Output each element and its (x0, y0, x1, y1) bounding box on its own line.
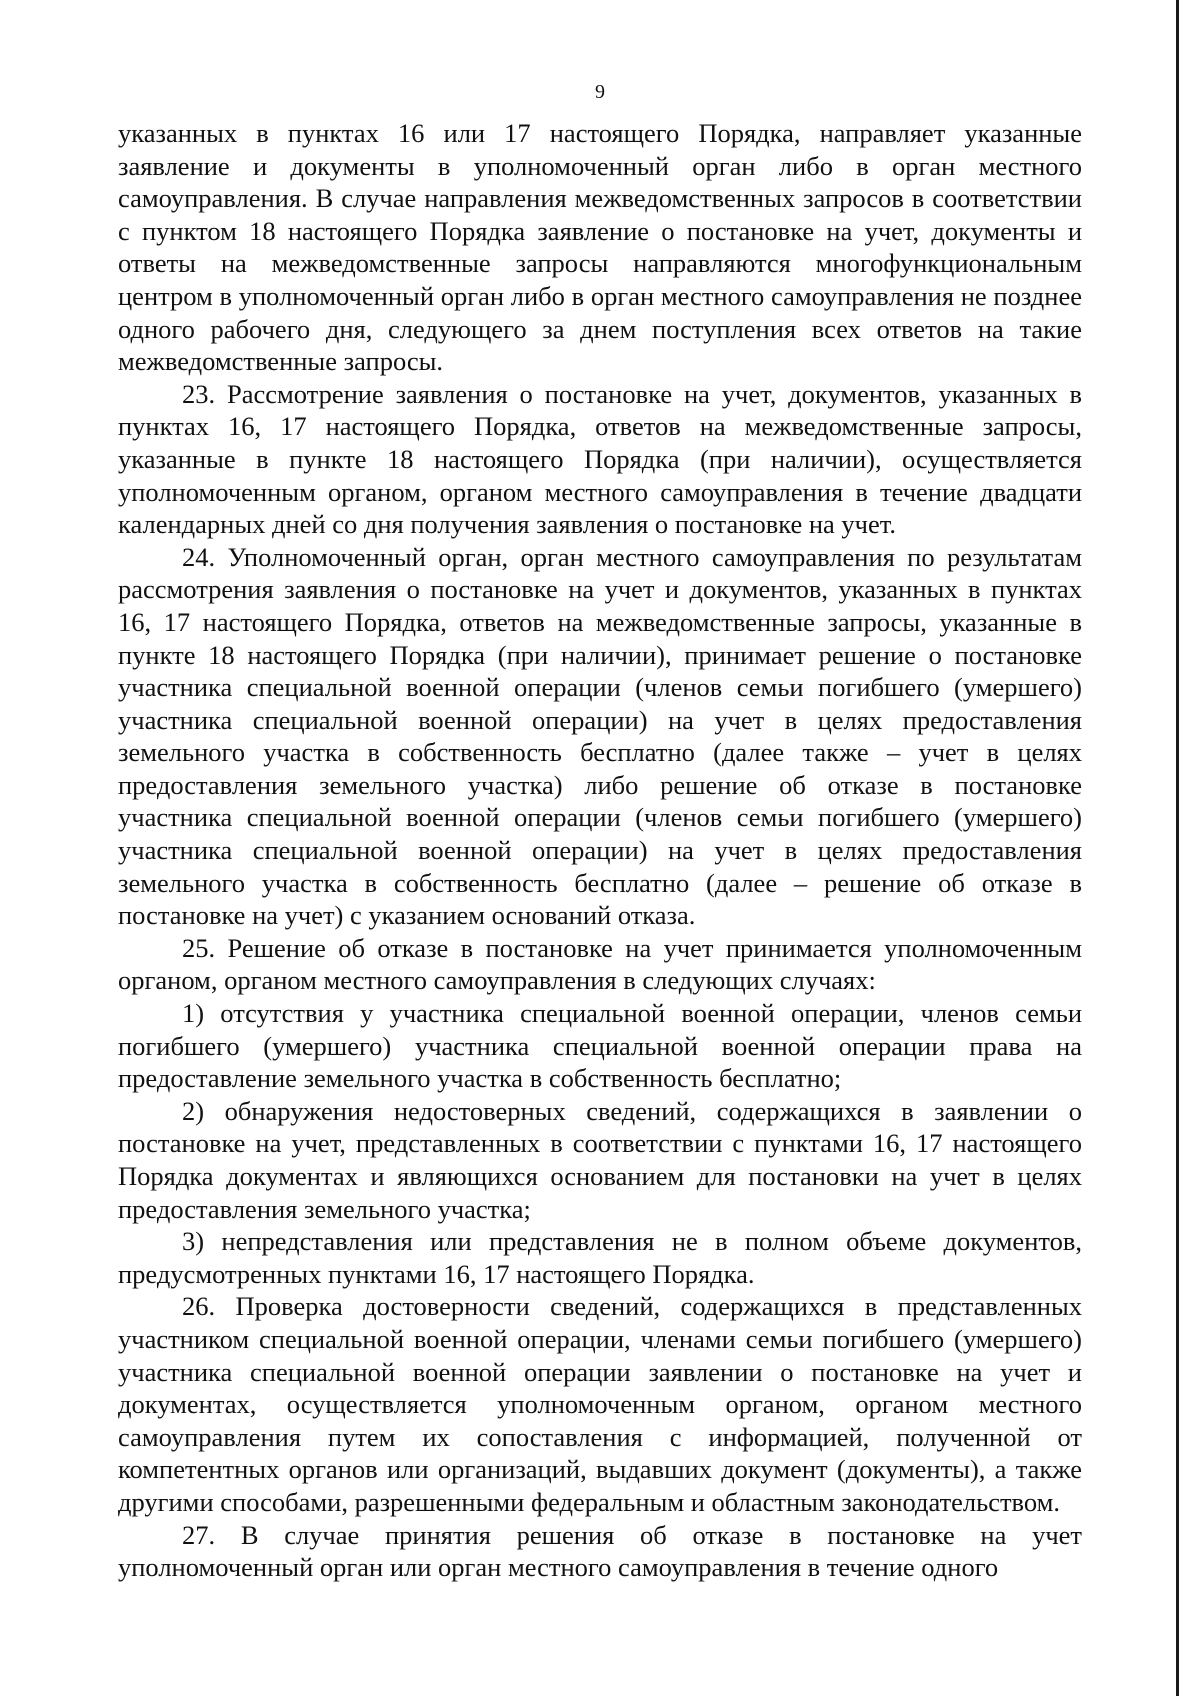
paragraph-25-item-1: 1) отсутствия у участника специальной военной операции, членов семьи погибшего (умершего) участника специальной военной операции права на предоставление земельного участка в собственность бесплатно; (118, 998, 1082, 1094)
paragraph-26: 26. Проверка достоверности сведений, содержащихся в представленных участником специальной военной операции, членами семьи погибшего (умершего) участника специальной военной операции заявлении о постановке на учет и документах, осуществляется уполномоченным органом, органом местного самоуправления путем их сопоставления с информацией, полученной от компетентных органов или организаций, выдавших документ (документы), а также другими способами, разрешенными федеральным и областным законодательством. (118, 1291, 1082, 1517)
paragraph-27: 27. В случае принятия решения об отказе в постановке на учет уполномоченный орган или орган местного самоуправления в течение одного (118, 1519, 1082, 1583)
paragraph-24: 24. Уполномоченный орган, орган местного самоуправления по результатам рассмотрения заявления о постановке на учет и документов, указанных в пунктах 16, 17 настоящего Порядка, ответов на межведомственные запросы, указанные в пункте 18 настоящего Порядка (при наличии), принимает решение о постановке участника специальной военной операции (членов семьи погибшего (умершего) участника специальной военной операции) на учет в целях предоставления земельного участка в собственность бесплатно (далее также – учет в целях предоставления земельного участка) либо решение об отказе в постановке участника специальной военной операции (членов семьи погибшего (умершего) участника специальной военной операции) на учет в целях предоставления земельного участка в собственность бесплатно (далее – решение об отказе в постановке на учет) с указанием оснований отказа. (118, 541, 1082, 931)
scan-edge-line (1176, 0, 1179, 1696)
paragraph-25: 25. Решение об отказе в постановке на учет принимается уполномоченным органом, органом местного самоуправления в следующих случаях: (118, 932, 1082, 996)
paragraph-continuation: указанных в пунктах 16 или 17 настоящего Порядка, направляет указанные заявление и документы в уполномоченный орган либо в орган местного самоуправления. В случае направления межведомственных запросов в соответствии с пунктом 18 настоящего Порядка заявление о постановке на учет, документы и ответы на межведомственные запросы направляются многофункциональным центром в уполномоченный орган либо в орган местного самоуправления не позднее одного рабочего дня, следующего за днем поступления всех ответов на такие межведомственные запросы. (118, 118, 1082, 377)
paragraph-25-item-3: 3) непредставления или представления не в полном объеме документов, предусмотренных пунктами 16, 17 настоящего Порядка. (118, 1226, 1082, 1289)
paragraph-23: 23. Рассмотрение заявления о постановке на учет, документов, указанных в пунктах 16, 17 настоящего Порядка, ответов на межведомственные запросы, указанные в пункте 18 настоящего Порядка (при наличии), осуществляется уполномоченным органом, органом местного самоуправления в течение двадцати календарных дней со дня получения заявления о постановке на учет. (118, 378, 1082, 540)
page-number: 9 (595, 81, 605, 103)
paragraph-25-item-2: 2) обнаружения недостоверных сведений, содержащихся в заявлении о постановке на учет, представленных в соответствии с пунктами 16, 17 настоящего Порядка документах и являющихся основанием для постановки на учет в целях предоставления земельного участка; (118, 1095, 1082, 1224)
document-page (118, 75, 1082, 1584)
